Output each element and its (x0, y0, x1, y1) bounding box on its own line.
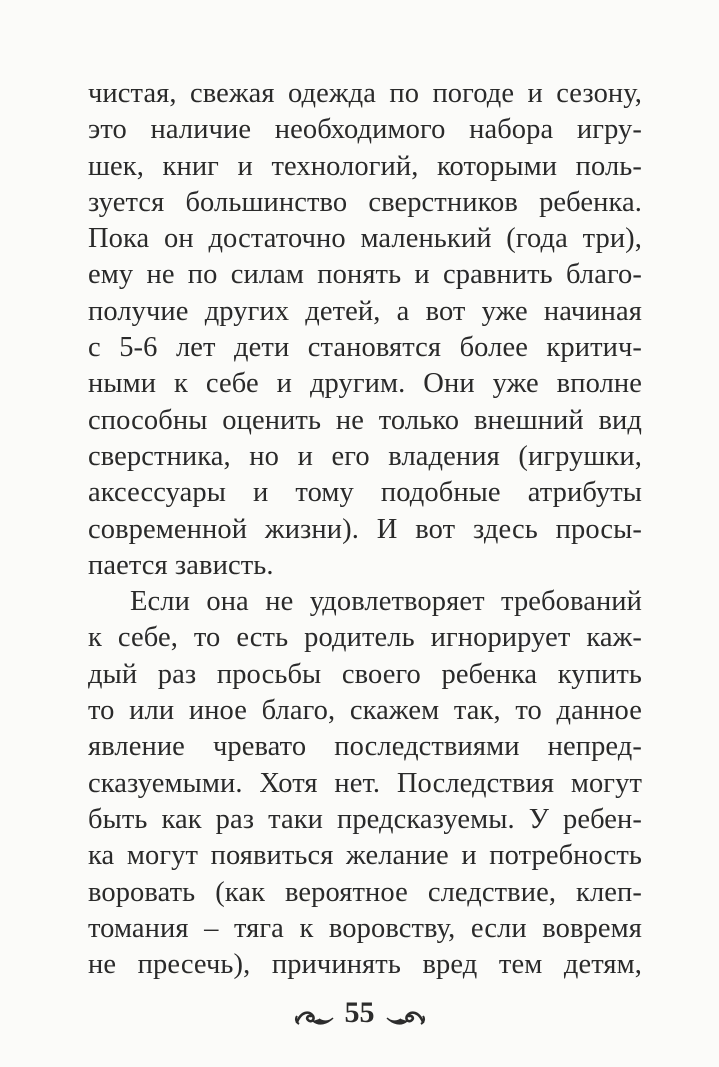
text-line: Если она не удовлетворяет требований (130, 586, 642, 618)
text-line: ему не по силам понять и сравнить благо- (88, 259, 642, 291)
text-line: томания – тяга к воровству, если вовремя (88, 912, 642, 944)
text-line: Пока он достаточно маленький (года три), (88, 223, 642, 255)
text-line: современной жизни). И вот здесь просы- (88, 513, 642, 545)
text-line: пается зависть. (88, 549, 274, 581)
paragraph-2 (88, 584, 642, 983)
text-line: то или иное благо, скажем так, то данное (88, 695, 642, 727)
text-line: способны оценить не только внешний вид (88, 404, 642, 436)
text-line: аксессуары и тому подобные атрибуты (88, 477, 642, 509)
text-line: это наличие необходимого набора игру- (88, 114, 642, 146)
text-line: получие других детей, а вот уже начиная (88, 295, 642, 327)
page-number: 55 (344, 996, 375, 1029)
text-line: шек, книг и технологий, которыми поль- (88, 150, 642, 182)
text-line: зуется большинство сверстников ребенка. (88, 186, 642, 218)
paragraph-1 (88, 76, 642, 584)
text-line: к себе, то есть родитель игнорирует каж- (88, 622, 642, 654)
floral-ornament-left-icon (293, 1002, 337, 1024)
text-line: дый раз просьбы своего ребенка купить (88, 658, 642, 690)
text-line: чистая, свежая одежда по погоде и сезону, (88, 78, 642, 109)
page-footer (0, 996, 719, 1030)
text-line: не пресечь), причинять вред тем детям, (88, 949, 642, 981)
text-line: ка могут появиться желание и потребность (88, 840, 642, 872)
text-line: быть как раз таки предсказуемы. У ребен- (88, 803, 642, 835)
text-line: сказуемыми. Хотя нет. Последствия могут (88, 767, 642, 799)
text-line: сверстника, но и его владения (игрушки, (88, 440, 642, 472)
text-line: с 5-6 лет дети становятся более критич- (88, 332, 642, 364)
text-line: ными к себе и другим. Они уже вполне (88, 368, 642, 400)
text-line: явление чревато последствиями непред- (88, 731, 642, 763)
page-body (88, 76, 642, 983)
floral-ornament-right-icon (383, 1002, 427, 1024)
text-line: воровать (как вероятное следствие, клеп- (88, 876, 642, 908)
